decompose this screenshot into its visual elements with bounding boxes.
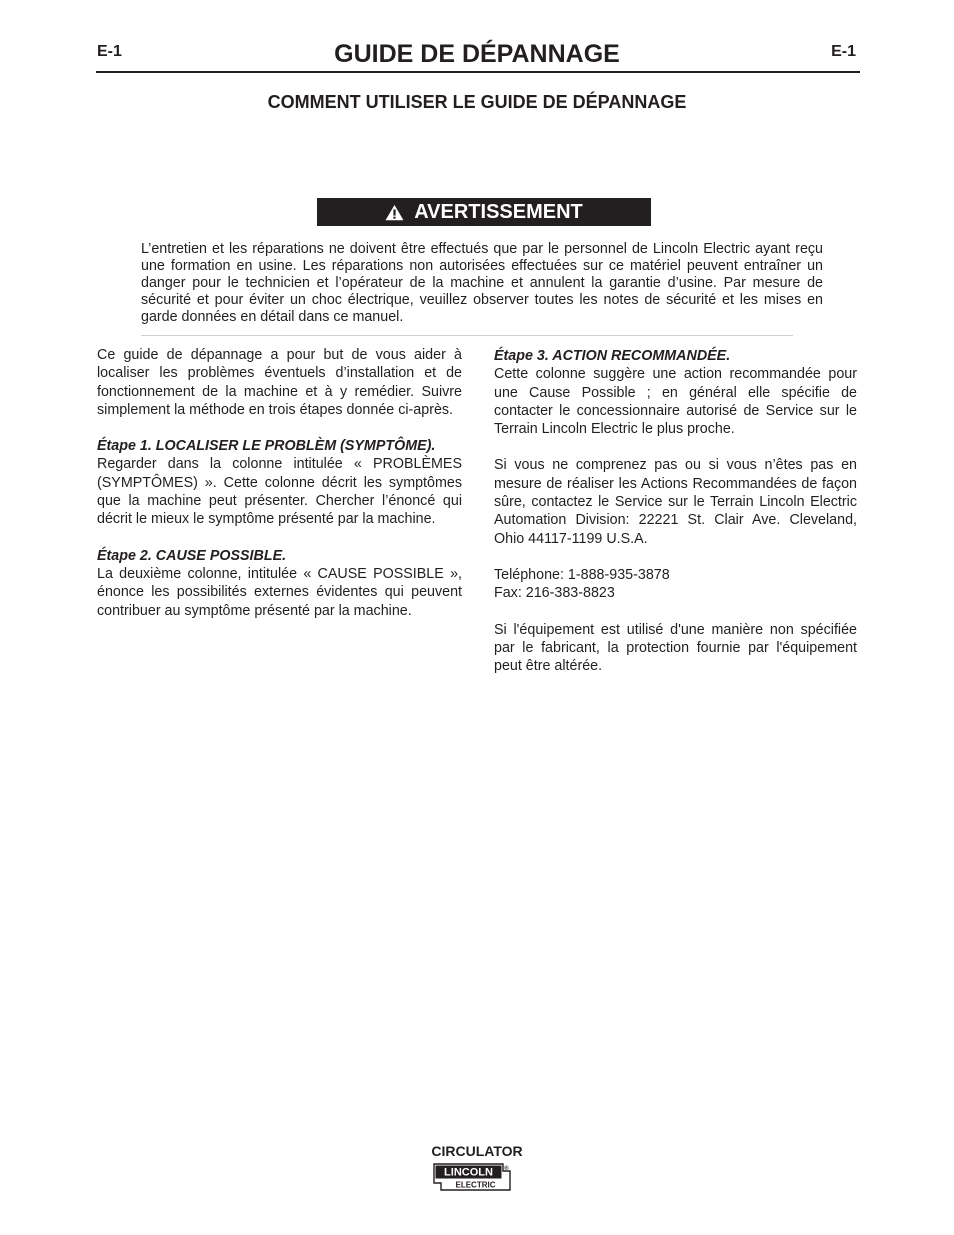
step3-heading: Étape 3. ACTION RECOMMANDÉE.	[494, 348, 731, 364]
step1-block	[97, 437, 462, 528]
warning-banner	[317, 198, 651, 226]
fax-number: Fax: 216-383-8823	[494, 585, 615, 602]
left-column	[97, 346, 462, 638]
warning-divider	[141, 335, 793, 336]
page-number-right: E-1	[831, 43, 856, 60]
logo-top-text: LINCOLN	[444, 1166, 493, 1179]
step2-block	[97, 547, 462, 620]
step1-heading: Étape 1. LOCALISER LE PROBLÈM (SYMPTÔME).	[97, 438, 436, 455]
intro-paragraph: Ce guide de dépannage a pour but de vous aider à localiser les problèmes éventuels d’installation et de fonctionnement de la machine et à y remédier. Suivre simplement la méthode en trois étapes donnée ci-après.	[97, 347, 462, 418]
warning-label: AVERTISSEMENT	[414, 200, 583, 223]
logo-bottom-text: ELECTRIC	[455, 1180, 496, 1190]
page-title: GUIDE DE DÉPANNAGE	[334, 40, 620, 68]
page-number-left: E-1	[97, 43, 122, 60]
logo-registered-mark: ®	[504, 1166, 509, 1172]
contact-numbers	[494, 566, 857, 603]
footer-model-name: CIRCULATOR	[431, 1143, 523, 1159]
contact-paragraph: Si vous ne comprenez pas ou si vous n’êtes pas en mesure de réaliser les Actions Recommandées de façon sûre, contactez le Service sur le Terrain Lincoln Electric Automation Division: 22221 St. Clair Ave. Cleveland, Ohio 44117-1199 U.S.A.	[494, 457, 857, 547]
step3-block	[494, 347, 857, 438]
step1-text: Regarder dans la colonne intitulée « PROBLÈMES (SYMPTÔMES) ». Cette colonne décrit les symptômes que la machine peut présenter. Chercher l’énoncé qui décrit le mieux le symptôme présenté par la machine.	[97, 456, 462, 528]
warning-text: L’entretien et les réparations ne doivent être effectués que par le personnel de Lincoln Electric ayant reçu une formation en usine. Les réparations non autorisées effectuées sur ce matériel peuvent entraîner un danger pour le technicien et l’opérateur de la machine et annulent la garantie d’usine. Par mesure de sécurité et pour éviter un choc électrique, veuillez observer toutes les notes de sécurité et les mises en garde données en détail dans ce manuel.	[141, 241, 823, 325]
phone-number: Teléphone: 1-888-935-3878	[494, 566, 670, 583]
step2-heading: Étape 2. CAUSE POSSIBLE.	[97, 547, 287, 564]
header-divider	[96, 71, 860, 73]
warning-triangle-icon	[385, 204, 404, 221]
lincoln-electric-logo	[433, 1163, 511, 1191]
step2-text: La deuxième colonne, intitulée « CAUSE POSSIBLE », énonce les possibilités externes évidentes qui peuvent contribuer au symptôme présenté par la machine.	[97, 565, 462, 619]
right-column	[494, 347, 857, 693]
equipment-note: Si l'équipement est utilisé d'une manière non spécifiée par le fabricant, la protection fournie par l'équipement peut être altérée.	[494, 621, 857, 675]
step3-text: Cette colonne suggère une action recommandée pour une Cause Possible ; en général elle spécifie de contacter le concessionnaire autorisé de Service sur le Terrain Lincoln Electric le plus proche.	[494, 366, 857, 438]
section-title: COMMENT UTILISER LE GUIDE DE DÉPANNAGE	[267, 92, 687, 112]
